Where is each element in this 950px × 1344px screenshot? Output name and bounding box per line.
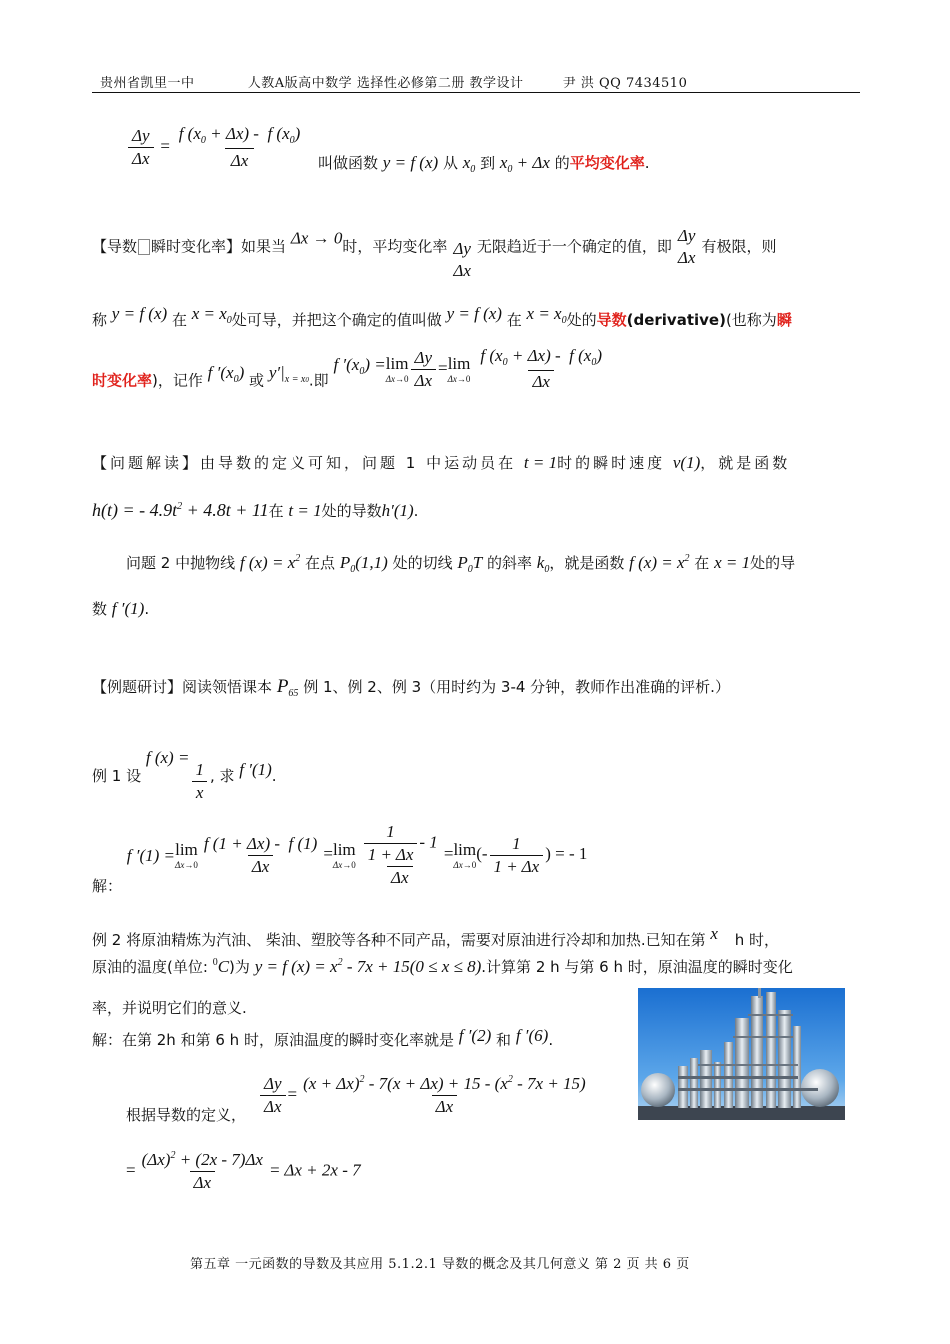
text: 在 <box>171 311 187 329</box>
instant-rate-term: 时变化率 <box>92 371 153 390</box>
header-author: 尹 洪 QQ 7434510 <box>562 76 688 91</box>
text: 叫做函数 <box>318 154 379 172</box>
page-header <box>100 72 687 91</box>
text: 例 2 将原油精炼为汽油、 柴油、塑胶等各种不同产品，需要对原油进行冷却和加热.已知在第 <box>92 931 706 949</box>
text: .计算第 2 h 与第 6 h 时，原油温度的瞬时变化 <box>481 958 793 976</box>
avg-rate-term: 平均变化率 <box>569 154 645 172</box>
problem-line3: 问题 2 中抛物线 f $(x) = x^2$ 在点 $P_0(1,1)$ 处的切线 $P_0T$ 的斜率 $k_0$，就是函数 f $(x) = x^2$ 在 x = 1处的导 <box>126 553 796 575</box>
text: ，就是函数 <box>700 454 791 472</box>
text: 从 <box>442 154 458 172</box>
text: 在 <box>268 502 284 520</box>
example2-formula1: $\frac{\Delta y}{\Delta x}$ = $\frac{(x + \Delta x)^2 - 7(x + \Delta x) + 15 - (x^2 - 7x + 15)}{\Delta x}$ <box>258 1074 592 1117</box>
example2-definition <box>126 1104 246 1125</box>
text: .即 <box>308 371 329 390</box>
header-book: 人教A版高中数学 选择性必修第二册 教学设计 <box>247 76 524 91</box>
text: 有极限，则 <box>701 237 777 256</box>
instant-rate-term: 瞬 <box>776 311 792 329</box>
header-rule <box>92 92 860 93</box>
text: 在点 <box>305 554 336 572</box>
example2-line1: 例 2 将原油精炼为汽油、 柴油、塑胶等各种不同产品，需要对原油进行冷却和加热.已知在第 x h 时， <box>92 924 780 949</box>
text: 处可导，并把这个确定的值叫做 <box>231 311 442 329</box>
text: 率，并说明它们的意义. <box>92 999 247 1017</box>
text: 处的 <box>566 311 597 329</box>
text: . <box>548 1031 554 1049</box>
text: 的 <box>554 154 570 172</box>
text: ，就是函数 <box>549 554 625 572</box>
example1-solution: 解： f ′(1) = lim Δx→0 $\frac{f (1 + \Delta x) - f (1)}{\Delta x}$ = lim Δx→0 $\frac{1}{1 + \Delta x}$ - 1 Δx = lim Δx→0 (- $\frac{1}{1 + \Delta x}$ ) = - 1 <box>92 822 588 895</box>
text: . <box>144 600 150 618</box>
derivative-label: 瞬时变化率】 <box>151 237 242 256</box>
text: 处的切线 <box>392 554 453 572</box>
derivative-term-en: (derivative) <box>626 311 726 329</box>
text: 称 <box>92 311 108 329</box>
text: (也称为 <box>725 311 777 329</box>
header-school: 贵州省凯里一中 <box>100 76 195 91</box>
page-footer: 第五章 一元函数的导数及其应用 5.1.2.1 导数的概念及其几何意义 第 2 页 共 6 页 <box>190 1257 690 1272</box>
derivative-label: 【导数 <box>92 237 138 256</box>
example2-line4: 解：在第 2h 和第 6 h 时，原油温度的瞬时变化率就是 f ′(2) 和 f ′(6). <box>92 1026 554 1049</box>
derivative-line1: 【导数 瞬时变化率】如果当 Δx → 0时，平均变化率 Δy Δx 无限趋近于一个确定的值，即 Δy Δx 有极限，则 <box>92 226 777 280</box>
text: 和 <box>496 1031 512 1049</box>
text: 根据导数的定义， <box>126 1106 247 1124</box>
derivative-line2: 称 y = f (x) 在 $x = x_0$处可导，并把这个确定的值叫做 y = f (x) 在 $x = x_0$处的导数(derivative)(也称为瞬 <box>92 304 792 329</box>
text: 在 <box>506 311 522 329</box>
text: 阅读领悟课本 <box>182 678 273 696</box>
text: 时，平均变化率 <box>342 237 448 256</box>
avg-rate-text: 叫做函数 y = f (x) 从 $x_0$ 到 $x_0 + \Delta x$ 的平均变化率. <box>318 153 650 175</box>
text: 在 <box>694 554 710 572</box>
text: 如果当 <box>241 237 287 256</box>
text: 的斜率 <box>487 554 533 572</box>
text: . <box>413 502 419 520</box>
text: )为 <box>229 958 250 976</box>
example1-line: 例 1 设 f (x) = $\frac{1}{x}$ , 求 f ′(1). <box>92 748 277 802</box>
text: . <box>644 154 650 172</box>
text: 处的导数 <box>321 502 382 520</box>
problem-line1: 【问题解读】由导数的定义可知，问题 1 中运动员在 t = 1时的瞬时速度 v(1)，就是函数 <box>92 453 791 472</box>
refinery-illustration <box>638 988 845 1120</box>
text: 例 1、例 2、例 3（用时约为 3-4 分钟，教师作出准确的评析.） <box>303 678 730 696</box>
text: 数 <box>92 600 108 618</box>
derivative-line3: 时变化率)，记作 f $'(x_0)$ 或 $y'|_{x = x0}$.即 f $'(x_0)$ = lim Δx→0 $\frac{\Delta y}{\Delta x}$ = lim Δx→0 $\frac{f (x_0 + \Delta x) - f (x_0)}{\Delta x}$ <box>92 346 603 391</box>
text: . <box>271 767 277 785</box>
text: , 求 <box>209 767 235 785</box>
text: )，记作 <box>152 371 203 390</box>
example2-line2: 原油的温度(单位: $^0$C)为 y = f $(x) = x^2 - 7x + 15(0 \le x \le 8)$.计算第 2 h 与第 6 h 时，原油温度的瞬时变化 <box>92 957 793 976</box>
example1-label: 例 1 设 <box>92 767 142 785</box>
text: h 时， <box>734 931 780 949</box>
text: 原油的温度(单位: <box>92 958 208 976</box>
example2-line3 <box>92 997 247 1018</box>
text: 解：在第 2h 和第 6 h 时，原油温度的瞬时变化率就是 <box>92 1031 454 1049</box>
problem-line2: h(t) = - $4.9t^2 + 4.8t + 11$在 t = 1处的导数h′(1). <box>92 500 419 520</box>
example2-formula2: = $\frac{(\Delta x)^2 + (2x - 7)\Delta x}{\Delta x}$ = Δx + 2x - 7 <box>126 1150 361 1192</box>
problem-label: 【问题解读】 <box>92 454 201 472</box>
text: 由导数的定义可知，问题 1 中运动员在 <box>200 454 517 472</box>
derivative-term: 导数 <box>596 311 627 329</box>
text: 到 <box>480 154 496 172</box>
refinery-image <box>638 988 845 1120</box>
solution-label: 解： <box>92 877 123 895</box>
examples-line: 【例题研讨】阅读领悟课本 $P_{65}$ 例 1、例 2、例 3（用时约为 3-4 分钟，教师作出准确的评析.） <box>92 676 730 699</box>
problem-line4: 数 f ′(1). <box>92 599 150 618</box>
text: 时的瞬时速度 <box>557 454 666 472</box>
examples-label: 【例题研讨】 <box>92 678 183 696</box>
text: 或 <box>249 371 265 390</box>
text: 处的导 <box>750 554 796 572</box>
text: 问题 2 中抛物线 <box>126 554 236 572</box>
text: 无限趋近于一个确定的值，即 <box>476 237 672 256</box>
avg-rate-formula: $\frac{\Delta y}{\Delta x}$ = $\frac{f (x_0 + \Delta x) - f (x_0)}{\Delta x}$ <box>126 124 308 171</box>
